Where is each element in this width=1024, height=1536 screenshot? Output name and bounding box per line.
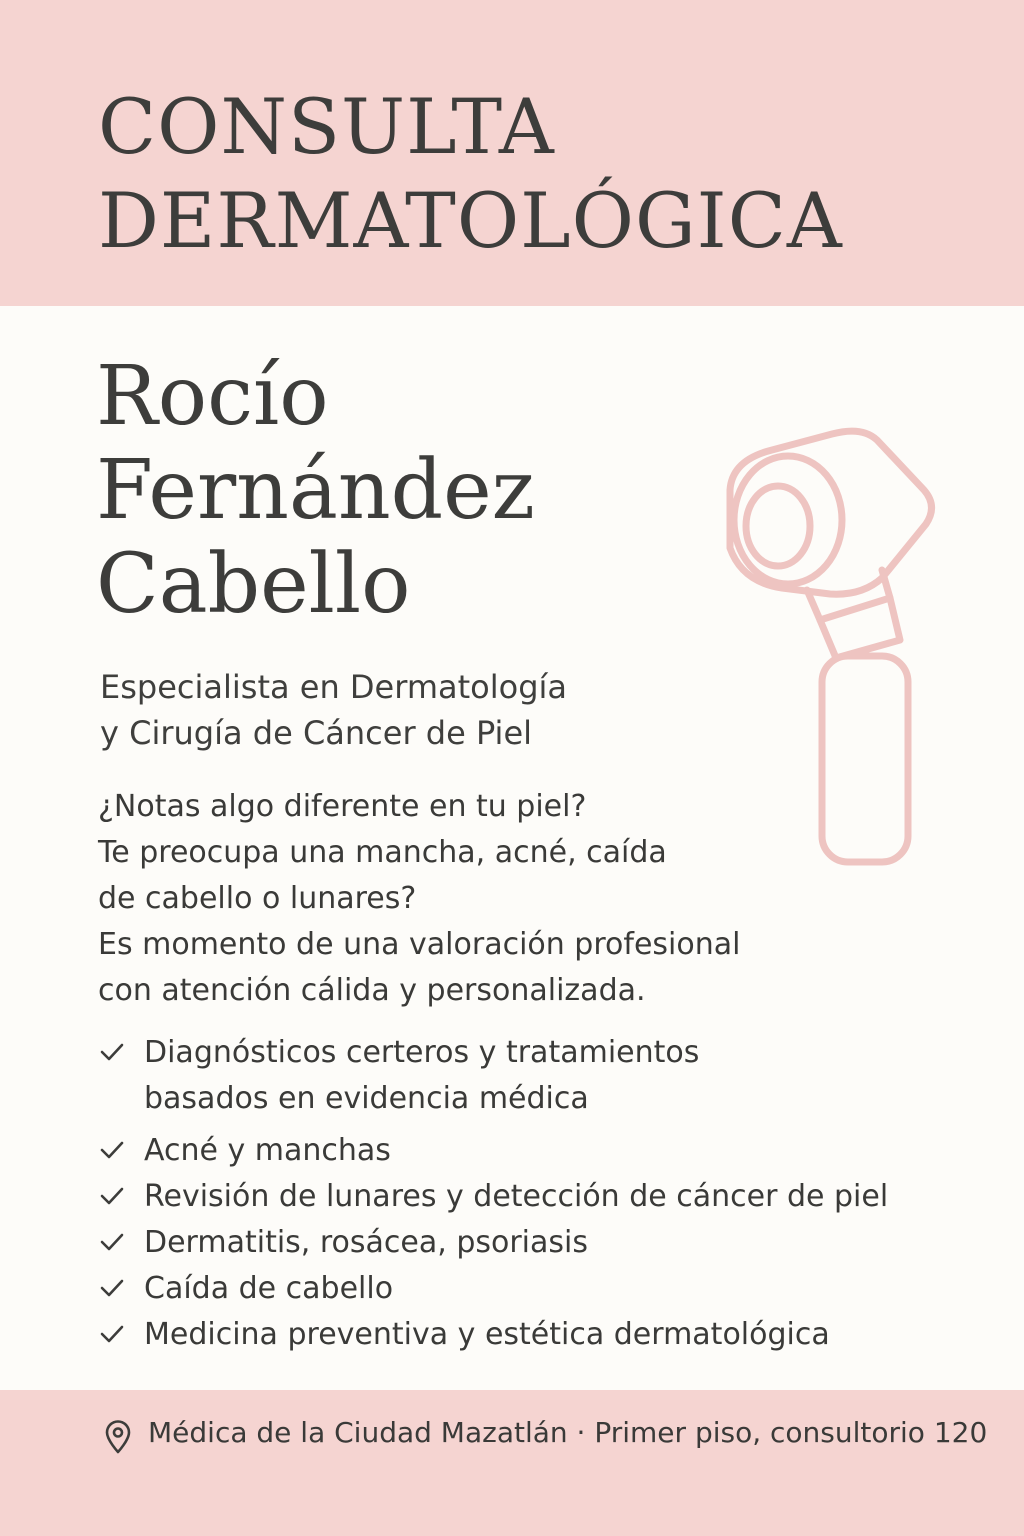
doctor-name (96, 350, 535, 632)
service-text: Dermatitis, rosácea, psoriasis (144, 1225, 588, 1260)
specialty-line-2: y Cirugía de Cáncer de Piel (100, 714, 533, 752)
intro-line-2: Te preocupa una mancha, acné, caída (98, 835, 667, 870)
intro-line-1: ¿Notas algo diferente en tu piel? (98, 789, 587, 824)
location-pin-icon (104, 1420, 132, 1454)
check-icon (100, 1278, 124, 1298)
footer-band (0, 1390, 1024, 1536)
list-item (100, 1128, 888, 1174)
doctor-name-line-3: Cabello (96, 537, 411, 632)
check-icon (100, 1232, 124, 1252)
intro-line-4: Es momento de una valoración profesional (98, 927, 741, 962)
list-item (100, 1030, 888, 1122)
title-line-2: DERMATOLÓGICA (98, 176, 843, 265)
service-text: Revisión de lunares y detección de cáncer de piel (144, 1179, 889, 1214)
list-item (100, 1312, 888, 1358)
title-line-1: CONSULTA (98, 82, 555, 171)
page-title (98, 80, 843, 268)
specialty-line-1: Especialista en Dermatología (100, 668, 568, 706)
check-icon (100, 1186, 124, 1206)
list-item (100, 1266, 888, 1312)
intro-line-3: de cabello o lunares? (98, 881, 417, 916)
services-list (100, 1030, 888, 1358)
service-text: Diagnósticos certeros y tratamientos (144, 1035, 700, 1070)
doctor-name-line-2: Fernández (96, 443, 535, 538)
specialty-text (100, 664, 567, 756)
service-text-continued: basados en evidencia médica (144, 1081, 589, 1116)
doctor-name-line-1: Rocío (96, 349, 329, 444)
check-icon (100, 1140, 124, 1160)
service-text: Medicina preventiva y estética dermatológica (144, 1317, 830, 1352)
intro-text (98, 784, 740, 1014)
service-text: Acné y manchas (144, 1133, 391, 1168)
list-item (100, 1220, 888, 1266)
address-text: Médica de la Ciudad Mazatlán · Primer piso, consultorio 120 (148, 1416, 988, 1449)
list-item (100, 1174, 888, 1220)
check-icon (100, 1324, 124, 1344)
dermatoscope-icon (712, 420, 942, 870)
header-band (0, 0, 1024, 306)
intro-line-5: con atención cálida y personalizada. (98, 973, 646, 1008)
service-text: Caída de cabello (144, 1271, 394, 1306)
check-icon (100, 1042, 124, 1062)
